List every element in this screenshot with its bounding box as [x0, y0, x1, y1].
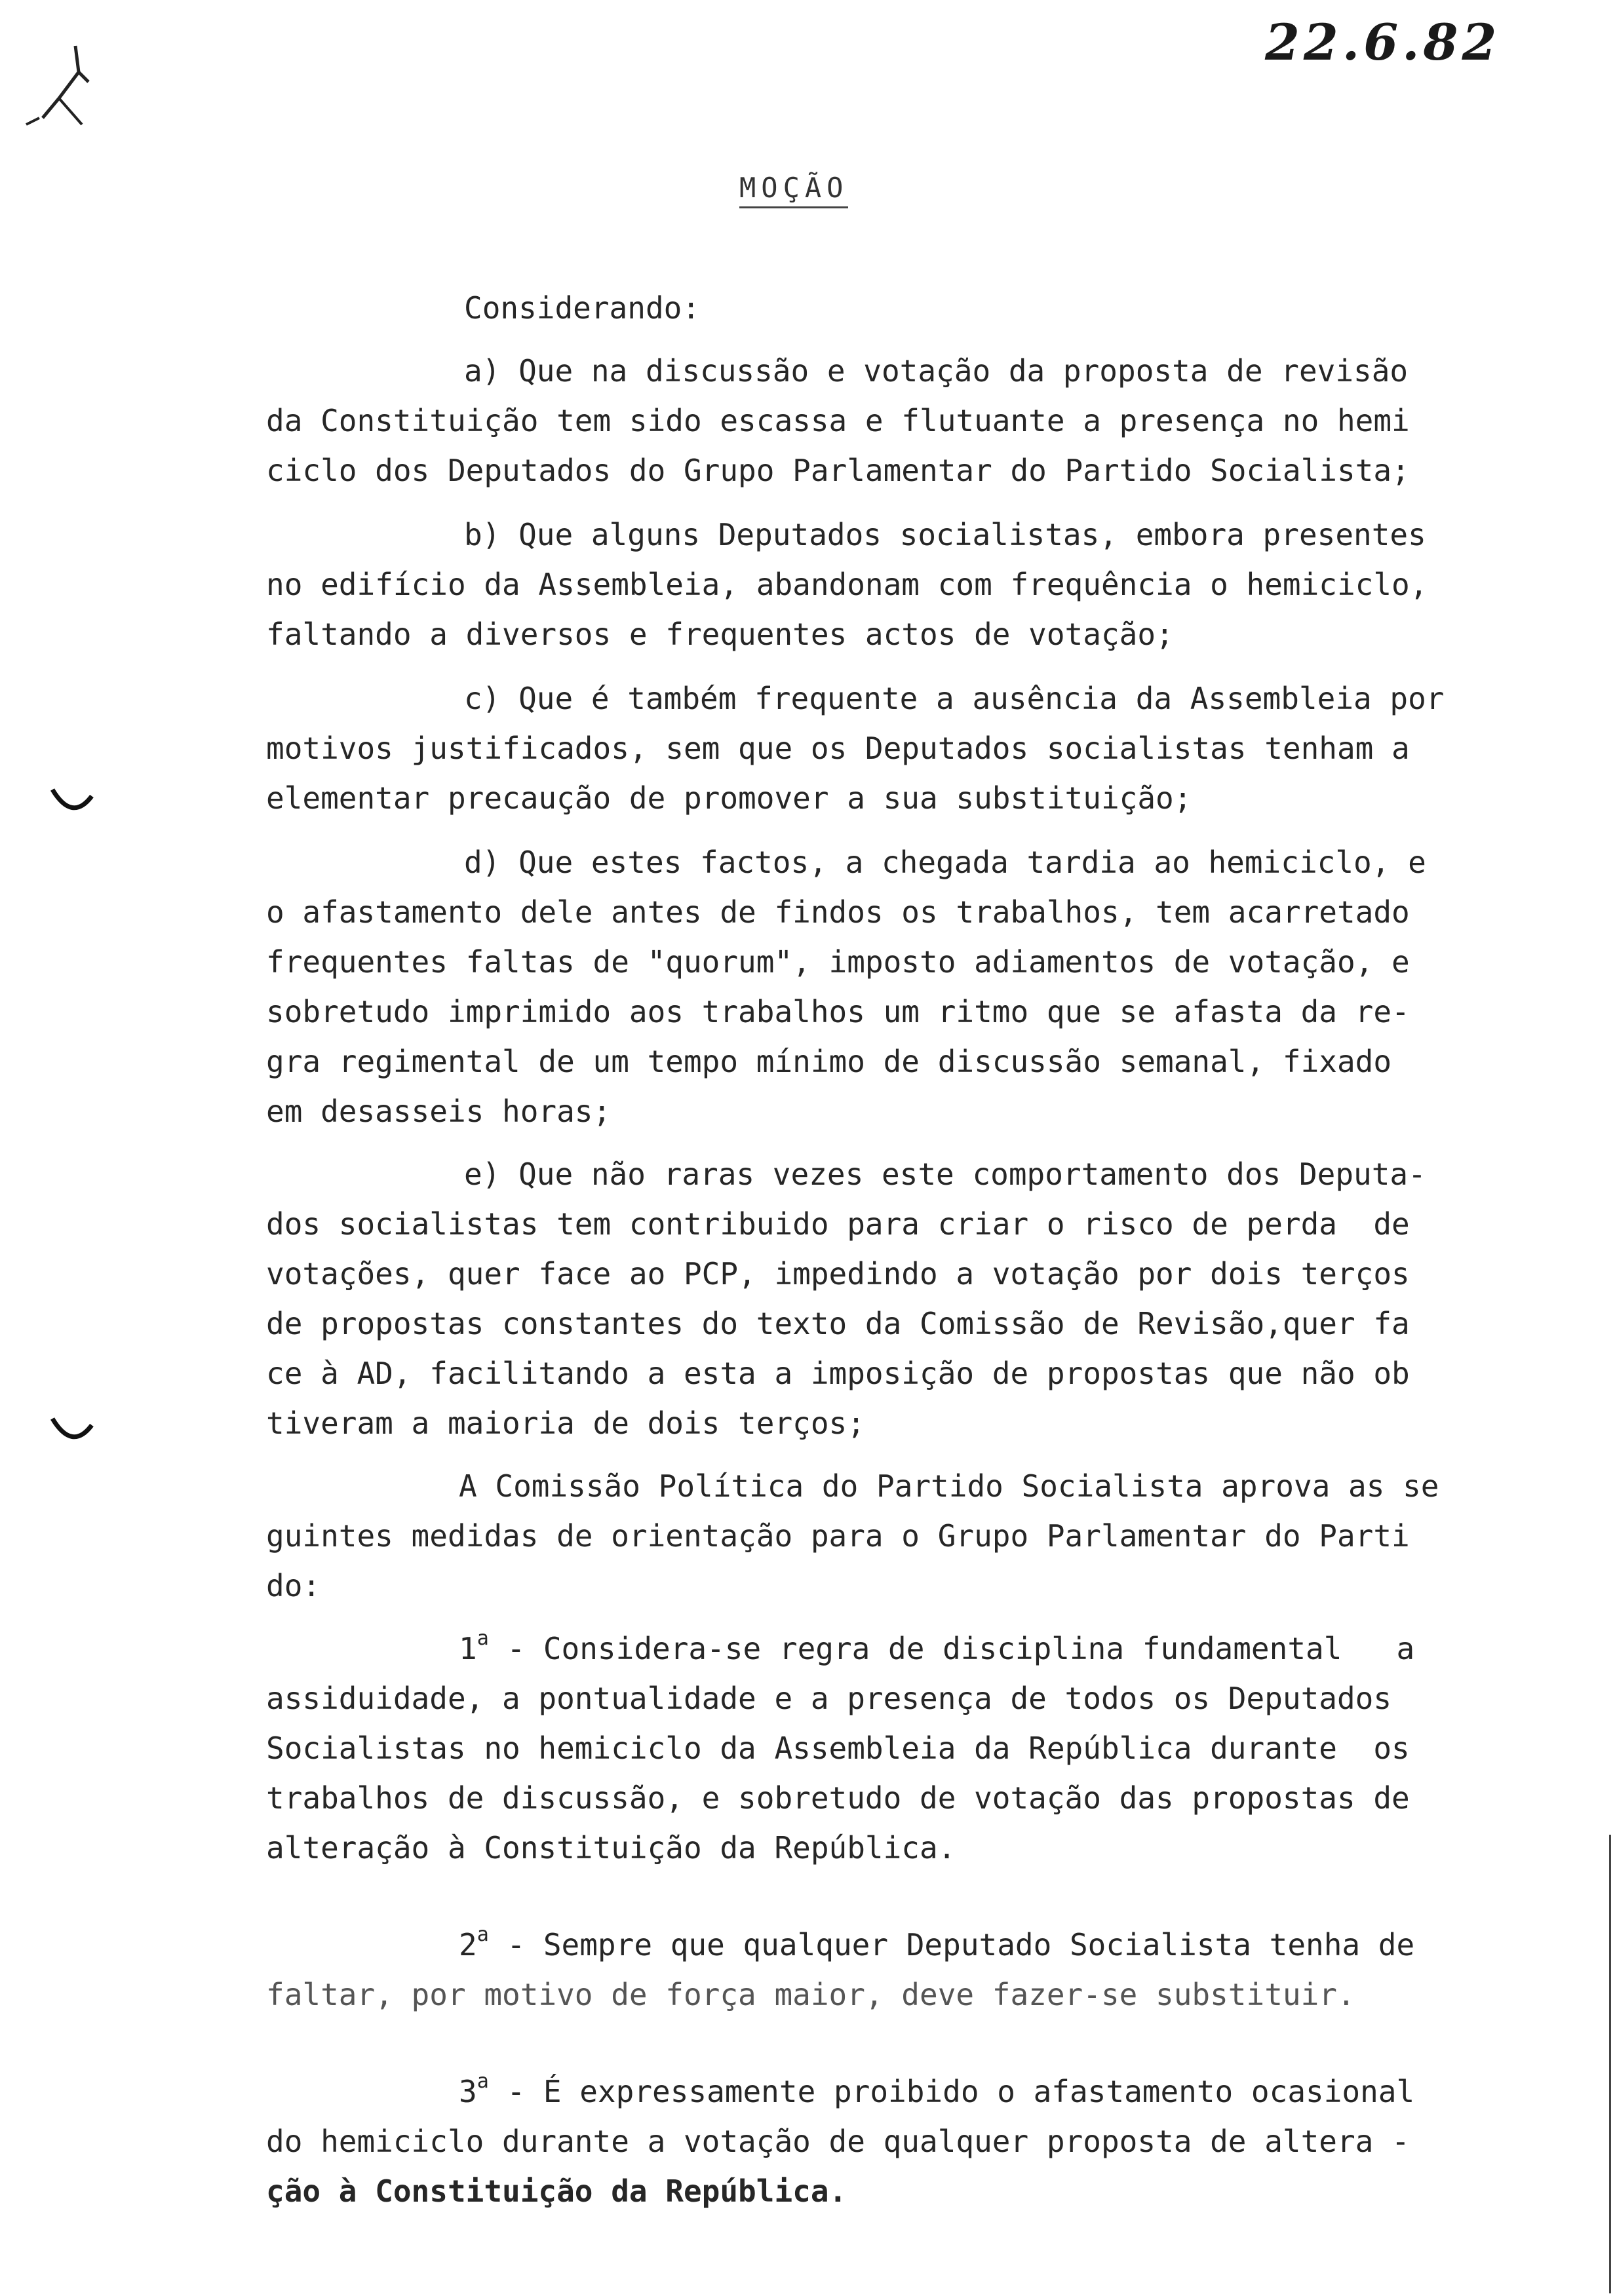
- resolution-line-1: A Comissão Política do Partido Socialista aprova as se: [459, 1468, 1439, 1504]
- paragraph-b-line-3: faltando a diversos e frequentes actos de votação;: [266, 617, 1174, 652]
- resolution-line-3: do:: [266, 1568, 321, 1603]
- paragraph-e-line-4: de propostas constantes do texto da Comissão de Revisão,quer fa: [266, 1306, 1410, 1341]
- corner-pen-mark: [13, 26, 92, 131]
- document-title: MOÇÃO: [739, 172, 848, 208]
- paragraph-d-line-6: em desasseis horas;: [266, 1094, 612, 1129]
- measure-1-text-1: - Considera-se regra de disciplina fundamental a: [488, 1631, 1415, 1666]
- paragraph-e-line-3: votações, quer face ao PCP, impedindo a votação por dois terços: [266, 1256, 1410, 1292]
- paragraph-a-line-2: da Constituição tem sido escassa e flutuante a presença no hemi: [266, 403, 1410, 438]
- paragraph-e-line-6: tiveram a maioria de dois terços;: [266, 1406, 865, 1441]
- punch-hole-mark-1: [49, 786, 95, 819]
- measure-1-line-1: [459, 1629, 1414, 1673]
- measure-2-ordinal: a: [477, 1923, 489, 1946]
- paragraph-b-line-2: no edifício da Assembleia, abandonam com frequência o hemiciclo,: [266, 567, 1428, 602]
- measure-3-line-3: ção à Constituição da República.: [266, 2173, 847, 2209]
- paragraph-c-line-2: motivos justificados, sem que os Deputados socialistas tenham a: [266, 731, 1410, 766]
- paragraph-e-line-2: dos socialistas tem contribuido para criar o risco de perda de: [266, 1206, 1410, 1242]
- punch-hole-mark-2: [49, 1415, 95, 1448]
- paragraph-c-line-1: c) Que é também frequente a ausência da Assembleia por: [464, 681, 1445, 716]
- resolution-line-2: guintes medidas de orientação para o Grupo Parlamentar do Parti: [266, 1518, 1410, 1554]
- paragraph-d-line-5: gra regimental de um tempo mínimo de discussão semanal, fixado: [266, 1044, 1392, 1079]
- paragraph-d-line-2: o afastamento dele antes de findos os trabalhos, tem acarretado: [266, 894, 1410, 930]
- paragraph-e-line-5: ce à AD, facilitando a esta a imposição de propostas que não ob: [266, 1356, 1410, 1391]
- scan-edge-line: [1609, 1835, 1611, 2293]
- paragraph-d-line-1: d) Que estes factos, a chegada tardia ao hemiciclo, e: [464, 845, 1426, 880]
- paragraph-a-line-1: a) Que na discussão e votação da proposta de revisão: [464, 353, 1409, 389]
- paragraph-b-line-1: b) Que alguns Deputados socialistas, embora presentes: [464, 517, 1426, 552]
- measure-3-ordinal: a: [477, 2070, 489, 2093]
- measure-2-number: 2: [459, 1927, 477, 1962]
- measure-2-line-1: [459, 1925, 1414, 1969]
- measure-1-line-5: alteração à Constituição da República.: [266, 1830, 956, 1866]
- measure-3-number: 3: [459, 2074, 477, 2109]
- measure-1-line-4: trabalhos de discussão, e sobretudo de votação das propostas de: [266, 1780, 1410, 1816]
- measure-3-text-1: - É expressamente proibido o afastamento ocasional: [488, 2074, 1415, 2109]
- paragraph-d-line-4: sobretudo imprimido aos trabalhos um ritmo que se afasta da re-: [266, 994, 1410, 1029]
- intro-text: Considerando:: [464, 290, 701, 326]
- measure-3-line-1: [459, 2072, 1414, 2116]
- measure-2-line-2: faltar, por motivo de força maior, deve fazer-se substituir.: [266, 1977, 1355, 2012]
- paragraph-a-line-3: ciclo dos Deputados do Grupo Parlamentar do Partido Socialista;: [266, 453, 1410, 488]
- paragraph-d-line-3: frequentes faltas de "quorum", imposto adiamentos de votação, e: [266, 944, 1410, 980]
- measure-1-line-2: assiduidade, a pontualidade e a presença de todos os Deputados: [266, 1681, 1392, 1716]
- measure-1-number: 1: [459, 1631, 477, 1666]
- measure-1-line-3: Socialistas no hemiciclo da Assembleia da República durante os: [266, 1731, 1410, 1766]
- measure-2-text-1: - Sempre que qualquer Deputado Socialista tenha de: [488, 1927, 1415, 1962]
- measure-3-line-2: do hemiciclo durante a votação de qualquer proposta de altera -: [266, 2124, 1410, 2159]
- measure-1-ordinal: a: [477, 1627, 489, 1650]
- paragraph-e-line-1: e) Que não raras vezes este comportamento dos Deputa-: [464, 1157, 1426, 1192]
- paragraph-c-line-3: elementar precaução de promover a sua substituição;: [266, 780, 1192, 816]
- handwritten-date: 22.6.82: [1265, 13, 1501, 71]
